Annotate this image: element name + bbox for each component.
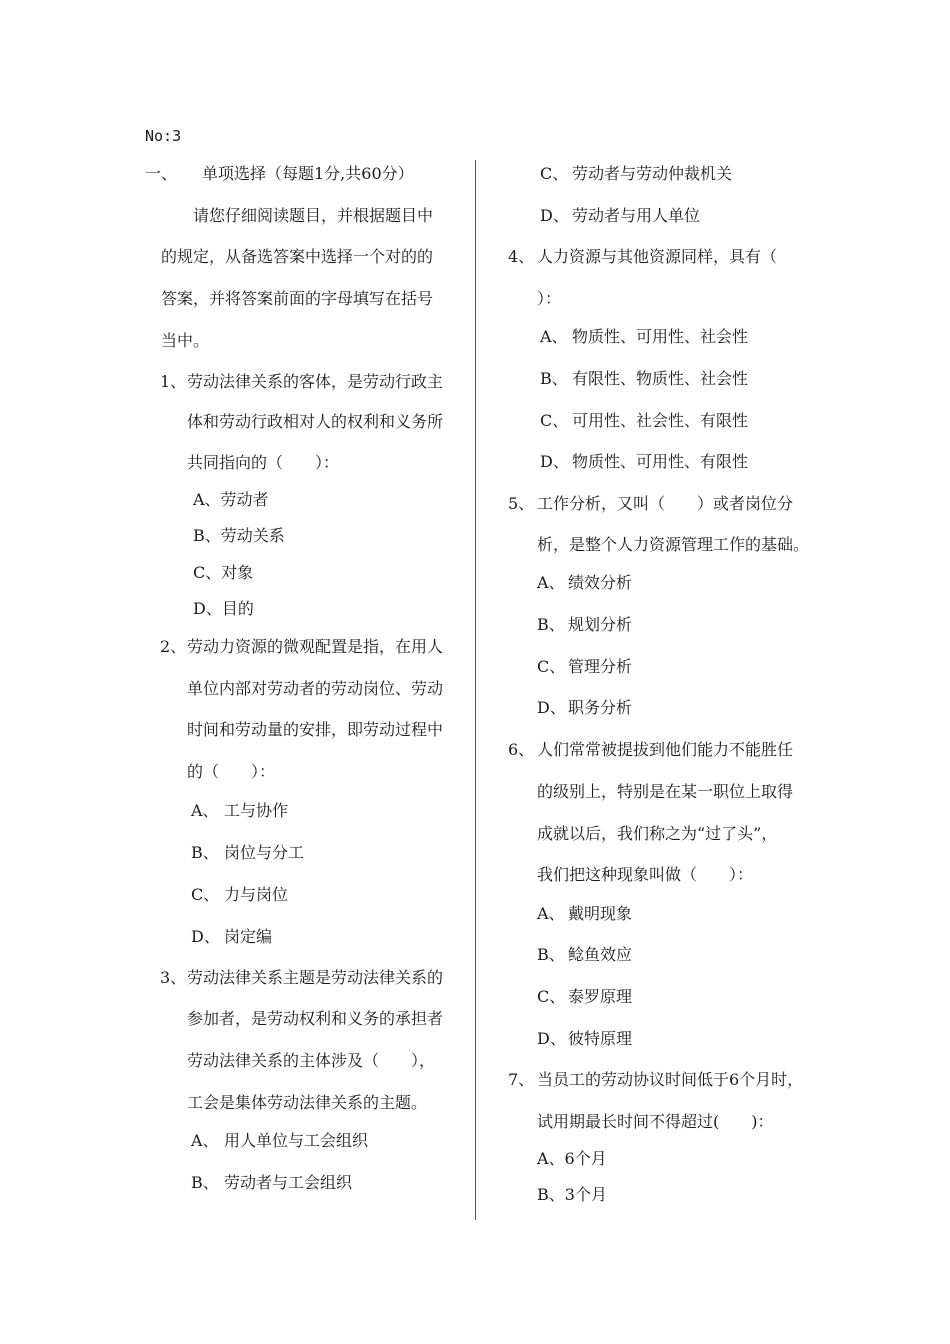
question-3-text: 参加者，是劳动权利和义务的承担者 — [187, 1009, 444, 1028]
question-2-text: 的（ ）： — [187, 762, 276, 781]
question-7-number: 7、 — [508, 1070, 535, 1089]
question-5-option-b-letter: B、 — [537, 615, 565, 634]
question-5-option-c-text: 管理分析 — [568, 657, 633, 676]
question-1-option-d: D、目的 — [193, 599, 254, 618]
question-1-option-c: C、对象 — [193, 563, 254, 582]
question-5-option-d-text: 职务分析 — [568, 698, 633, 717]
question-2-option-d-text: 岗定编 — [224, 927, 273, 946]
section-marker: 一、 — [145, 164, 178, 183]
question-6-number: 6、 — [508, 740, 535, 759]
section-title: 单项选择（每题1分,共60分） — [202, 164, 414, 183]
question-2-text: 时间和劳动量的安排，即劳动过程中 — [187, 720, 444, 739]
question-5-number: 5、 — [508, 494, 535, 513]
question-5-option-d-letter: D、 — [537, 698, 566, 717]
question-6-option-b-letter: B、 — [537, 945, 565, 964]
question-5-text: 析，是整个人力资源管理工作的基础。 — [537, 535, 810, 554]
question-6-option-a-text: 戴明现象 — [568, 904, 633, 923]
question-3-option-b-letter: B、 — [191, 1173, 219, 1192]
question-6-option-a-letter: A、 — [537, 904, 565, 923]
question-7-text: 试用期最长时间不得超过( )： — [537, 1112, 774, 1131]
question-1-text: 劳动法律关系的客体，是劳动行政主 — [187, 372, 444, 391]
question-4-option-b-text: 有限性、物质性、社会性 — [572, 369, 749, 388]
question-5-option-a-letter: A、 — [537, 573, 565, 592]
question-6-text: 人们常常被提拔到他们能力不能胜任 — [537, 740, 794, 759]
question-2-option-c-letter: C、 — [191, 885, 220, 904]
question-1-text: 体和劳动行政相对人的权利和义务所 — [187, 412, 444, 431]
instruction-line: 答案，并将答案前面的字母填写在括号 — [161, 289, 434, 308]
question-7-option-b: B、3个月 — [537, 1185, 607, 1204]
question-3-option-a-letter: A、 — [191, 1131, 219, 1150]
question-4-text: 人力资源与其他资源同样，具有（ — [537, 247, 778, 266]
question-6-text: 成就以后，我们称之为“过了头”， — [537, 824, 778, 843]
question-5-option-a-text: 绩效分析 — [568, 573, 633, 592]
question-3-option-c-text: 劳动者与劳动仲裁机关 — [572, 164, 733, 183]
column-divider — [475, 160, 476, 1220]
question-4-option-c-text: 可用性、社会性、有限性 — [572, 411, 749, 430]
question-4-option-d-letter: D、 — [540, 452, 569, 471]
question-2-option-a-text: 工与协作 — [224, 801, 289, 820]
question-6-option-c-letter: C、 — [537, 987, 566, 1006]
question-2-option-c-text: 力与岗位 — [224, 885, 289, 904]
question-5-option-c-letter: C、 — [537, 657, 566, 676]
question-1-option-b: B、劳动关系 — [193, 526, 285, 545]
doc-number: No:3 — [145, 127, 182, 145]
question-1-number: 1、 — [160, 372, 187, 391]
question-2-text: 劳动力资源的微观配置是指，在用人 — [187, 637, 444, 656]
question-2-option-a-letter: A、 — [191, 801, 219, 820]
question-1-option-a: A、劳动者 — [193, 490, 269, 509]
question-6-option-d-letter: D、 — [537, 1029, 566, 1048]
question-3-option-c-letter: C、 — [540, 164, 569, 183]
question-6-option-d-text: 彼特原理 — [568, 1029, 633, 1048]
question-6-option-c-text: 泰罗原理 — [568, 987, 633, 1006]
question-6-text: 的级别上，特别是在某一职位上取得 — [537, 782, 794, 801]
question-4-option-a-text: 物质性、可用性、社会性 — [572, 327, 749, 346]
question-5-option-b-text: 规划分析 — [568, 615, 633, 634]
question-3-option-a-text: 用人单位与工会组织 — [224, 1131, 369, 1150]
question-3-option-d-text: 劳动者与用人单位 — [572, 206, 701, 225]
question-4-text: ）： — [537, 289, 562, 308]
question-6-text: 我们把这种现象叫做（ ）： — [537, 865, 754, 884]
instruction-line: 的规定，从备选答案中选择一个对的的 — [161, 247, 434, 266]
question-3-text: 劳动法律关系主题是劳动法律关系的 — [187, 968, 444, 987]
question-3-option-d-letter: D、 — [540, 206, 569, 225]
question-2-text: 单位内部对劳动者的劳动岗位、劳动 — [187, 679, 444, 698]
question-4-option-c-letter: C、 — [540, 411, 569, 430]
question-7-text: 当员工的劳动协议时间低于6个月时， — [537, 1070, 804, 1089]
question-3-text: 工会是集体劳动法律关系的主题。 — [187, 1093, 428, 1112]
question-4-option-b-letter: B、 — [540, 369, 568, 388]
question-2-number: 2、 — [160, 637, 187, 656]
question-3-number: 3、 — [160, 968, 187, 987]
question-3-text: 劳动法律关系的主体涉及（ ）， — [187, 1051, 436, 1070]
question-4-number: 4、 — [508, 247, 535, 266]
question-7-option-a: A、6个月 — [537, 1149, 607, 1168]
question-2-option-d-letter: D、 — [191, 927, 220, 946]
instruction-line: 请您仔细阅读题目，并根据题目中 — [193, 206, 434, 225]
instruction-line: 当中。 — [161, 331, 210, 350]
question-3-option-b-text: 劳动者与工会组织 — [224, 1173, 353, 1192]
question-4-option-a-letter: A、 — [540, 327, 568, 346]
question-6-option-b-text: 鲶鱼效应 — [568, 945, 633, 964]
question-2-option-b-letter: B、 — [191, 843, 219, 862]
question-1-text: 共同指向的（ ）： — [187, 453, 340, 472]
question-5-text: 工作分析，又叫（ ）或者岗位分 — [537, 494, 794, 513]
question-4-option-d-text: 物质性、可用性、有限性 — [572, 452, 749, 471]
question-2-option-b-text: 岗位与分工 — [224, 843, 305, 862]
